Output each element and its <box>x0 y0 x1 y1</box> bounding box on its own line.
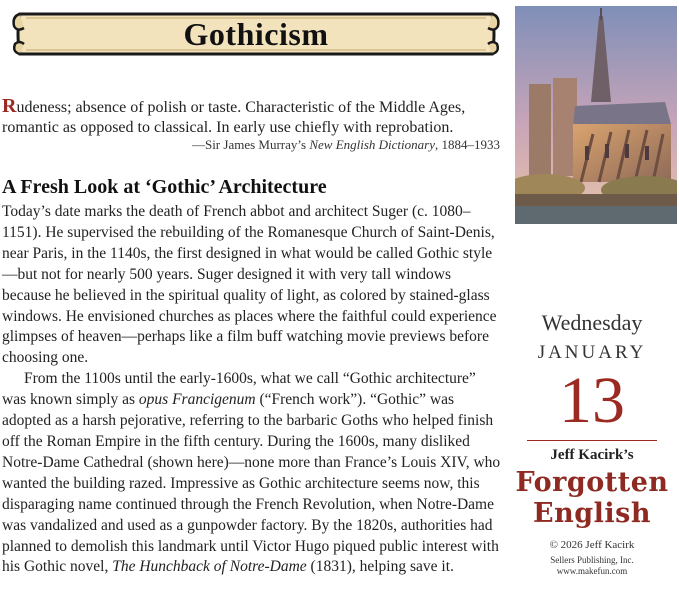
month-label: JANUARY <box>537 342 647 363</box>
page-title: Gothicism <box>183 15 329 52</box>
publisher-website: www.makefun.com <box>556 566 628 576</box>
publisher-name: Sellers Publishing, Inc. <box>550 555 634 565</box>
definition-attribution <box>150 137 500 153</box>
para2-text-b: (“French work”). “Gothic” was adopted as a harsh pejorative, referring to the barbaric Goths who helped finish off the Roman Empire in the fifth century. During the 1600s, many disliked Notre-Dame Cathedral (shown here)—none more than France’s Louis XIV, who wanted the building razed. Impressive as Gothic architecture seems now, this disparaging name continued through the French Revolution, when Notre-Dame was vandalized and used as a gunpowder factory. By the 1820s, authorities had planned to demolish this landmark until Victor Hugo piqued public interest with his Gothic novel, <box>2 391 501 576</box>
para2-book-title: The Hunchback of Notre-Dame <box>112 558 307 576</box>
brand-line-1: Forgotten <box>515 467 669 498</box>
brand-line-2: English <box>533 498 651 529</box>
publisher-info <box>505 555 679 577</box>
article-paragraph-2 <box>2 369 502 578</box>
attribution-prefix: —Sir James Murray’s <box>191 137 310 152</box>
attribution-suffix: , 1884–1933 <box>435 137 500 152</box>
para2-latin-term: opus Francigenum <box>138 391 256 409</box>
drop-initial: R <box>2 95 17 117</box>
cathedral-illustration <box>515 6 677 224</box>
notre-dame-cathedral-photo <box>515 6 677 224</box>
article-paragraph-1: Today’s date marks the death of French abbot and architect Suger (c. 1080–1151). He supervised the rebuilding of the Romanesque Church of Saint-Denis, near Paris, in the 1140s, the first designed in what would be called Gothic style—but not for nearly 500 years. Suger designed it with very tall windows because he believed in the spiritual quality of light, as colored by stained-glass windows. He envisioned churches as places where the faithful could experience glimpses of heaven—perhaps like a film buff watching movie previews before choosing one. <box>2 203 497 367</box>
para2-text-a: From the 1100s until the early-1600s, what we call “Gothic architecture” was known simply as <box>2 370 476 409</box>
definition-text <box>2 96 502 138</box>
day-number: 13 <box>559 364 625 437</box>
article-body <box>2 202 502 578</box>
definition-body: udeness; absence of polish or taste. Characteristic of the Middle Ages, romantic as opposed to classical. In early use chiefly with reprobation. <box>2 99 466 136</box>
copyright-notice: © 2026 Jeff Kacirk <box>549 539 635 551</box>
title-banner <box>12 8 500 60</box>
attribution-source: New English Dictionary <box>309 137 435 152</box>
weekday-label: Wednesday <box>541 310 643 335</box>
calendar-date-block <box>505 305 679 577</box>
divider <box>527 440 657 441</box>
author-name: Jeff Kacirk’s <box>550 447 634 463</box>
brand-logo <box>505 467 679 529</box>
article-heading: A Fresh Look at ‘Gothic’ Architecture <box>2 176 327 198</box>
para2-text-c: (1831), helping save it. <box>306 558 454 576</box>
